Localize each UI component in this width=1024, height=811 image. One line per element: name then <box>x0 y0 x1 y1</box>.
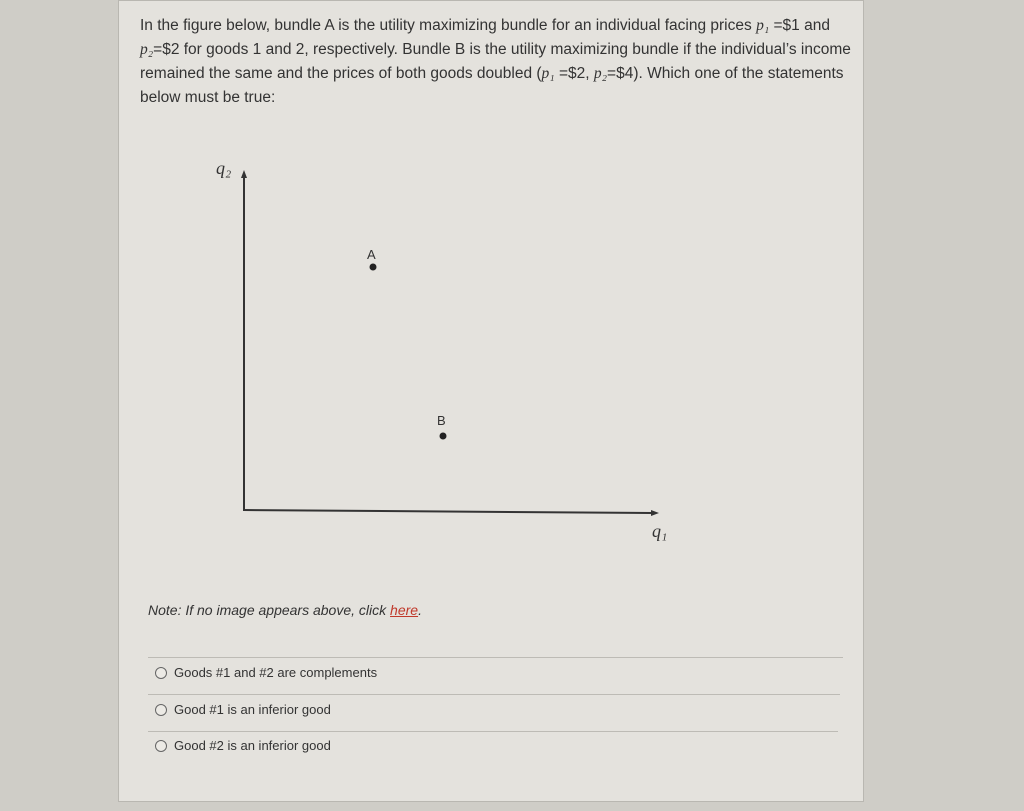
point-a <box>370 264 377 271</box>
y-axis-arrow-icon <box>241 170 247 178</box>
price-symbol: p₁ <box>756 17 770 34</box>
point-a-label: A <box>367 247 376 262</box>
here-link[interactable]: here <box>390 602 419 618</box>
option-label: Good #2 is an inferior good <box>174 738 331 753</box>
note-end: . <box>418 602 422 618</box>
price-symbol: p₁ <box>541 65 555 82</box>
option-label: Goods #1 and #2 are complements <box>174 665 378 680</box>
x-axis <box>243 510 652 513</box>
divider <box>148 694 840 695</box>
divider <box>148 731 838 732</box>
option-label: Good #1 is an inferior good <box>174 702 331 717</box>
x-axis-label: q₁ <box>652 521 668 541</box>
note-text: Note: If no image appears above, click <box>148 602 391 618</box>
question-part: =$4). Which one of the statements below must be true: <box>140 65 844 106</box>
point-b-label: B <box>437 413 446 428</box>
radio-button[interactable] <box>155 704 167 716</box>
y-axis-label: q₂ <box>216 158 232 178</box>
image-note <box>148 602 422 618</box>
question-part: In the figure below, bundle A is the utility maximizing bundle for an individual facing prices <box>140 17 757 34</box>
x-axis-arrow-icon <box>651 510 659 516</box>
point-b <box>440 433 447 440</box>
price-symbol: p₂ <box>140 41 154 58</box>
option-good2-inferior[interactable] <box>155 738 331 753</box>
option-complements[interactable] <box>155 665 377 680</box>
divider <box>148 657 843 658</box>
option-good1-inferior[interactable] <box>155 702 331 717</box>
radio-button[interactable] <box>155 740 167 752</box>
question-part: =$1 and <box>769 17 830 34</box>
radio-button[interactable] <box>155 667 167 679</box>
price-symbol: p₂ <box>593 65 608 82</box>
question-part: =$2 for goods 1 and 2, respectively. Bundle B is the utility maximizing bundle if the individual’s income remained the same and the prices of both goods doubled ( <box>140 41 851 82</box>
question-part: =$2, <box>554 65 594 82</box>
